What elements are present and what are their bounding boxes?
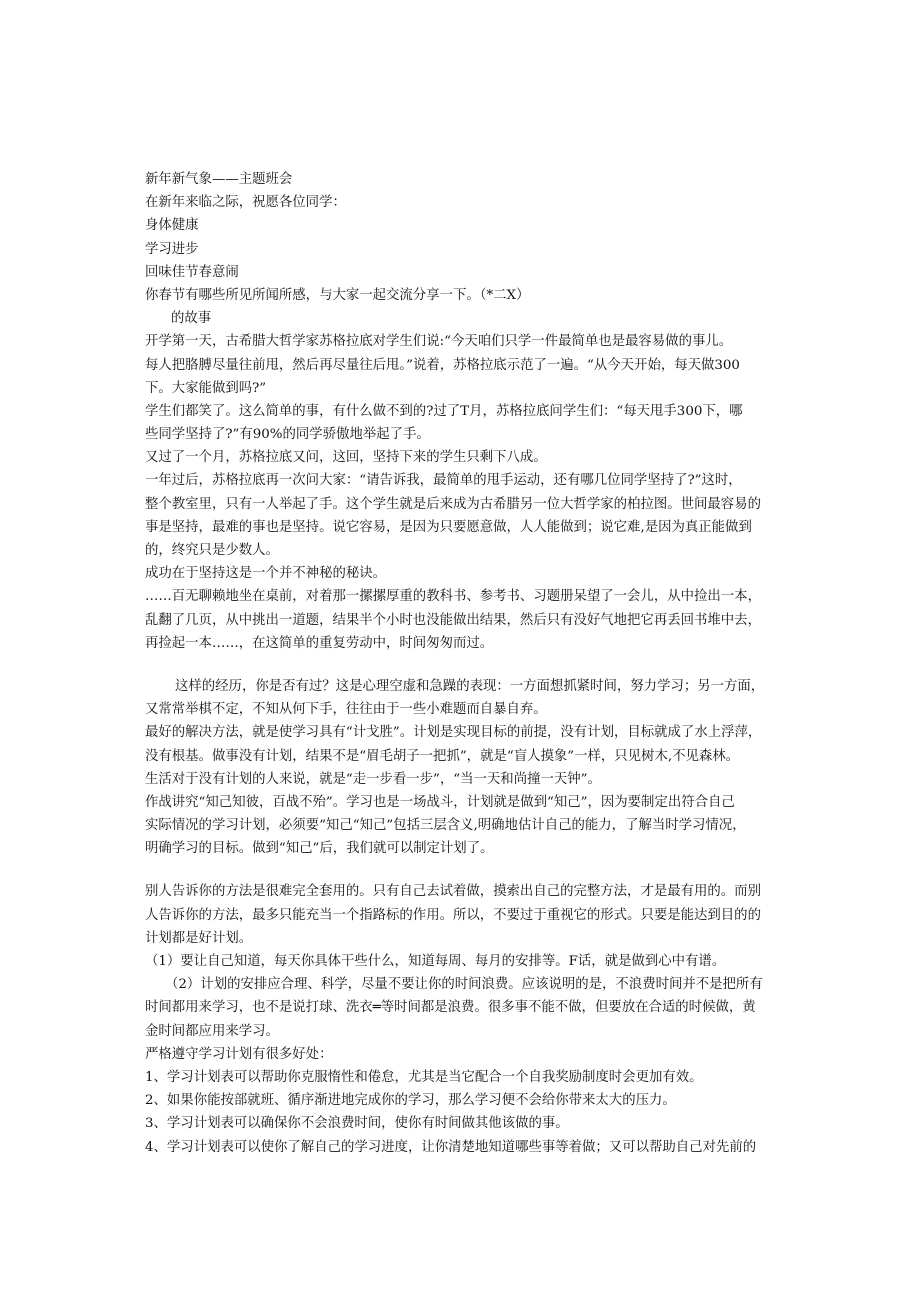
text-line: 事是坚持，最难的事也是坚持。说它容易，是因为只要愿意做，人人能做到；说它难,是因为真正能做到 <box>145 519 752 535</box>
text-line: 明确学习的目标。做到“知己”后，我们就可以制定计划了。 <box>145 841 494 857</box>
text-line: 再捡起一本……，在这简单的重复劳动中，时间匆匆而过。 <box>145 635 494 651</box>
text-line: 在新年来临之际，祝愿各位同学： <box>145 195 346 211</box>
text-line: 最好的解决方法，就是使学习具有“计戈胜”。计划是实现目标的前提，没有计划，目标就成了水上浮萍， <box>145 725 762 741</box>
paragraph-gap <box>145 655 785 675</box>
text-line: 又过了一个月，苏格拉底又问，这回，坚持下来的学生只剩下八成。 <box>145 450 547 466</box>
text-line: 没有根基。做事没有计划，结果不是“眉毛胡子一把抓”，就是“盲人摸象”一样，只见树木,不见森林。 <box>145 748 740 764</box>
text-line: 开学第一天，古希腊大哲学家苏格拉底对学生们说:“今天咱们只学一件最简单也是最容易做的事儿。 <box>145 334 733 350</box>
text-line: 成功在于坚持这是一个并不神秘的秘诀。 <box>145 566 387 582</box>
text-line: 严格遵守学习计划有很多好处： <box>145 1046 333 1062</box>
text-line: 学习进步 <box>145 241 199 257</box>
text-line: 的故事 <box>171 311 212 327</box>
text-line: 金时间都应用来学习。 <box>145 1023 279 1039</box>
text-line: 每人把胳膊尽量往前甩，然后再尽量往后甩。”说着，苏格拉底示范了一遍。“从今天开始，每天做300 <box>145 357 740 373</box>
text-line: 作战讲究“知己知彼，百战不殆”。学习也是一场战斗，计划就是做到“知己”，因为要制定出符合自己 <box>145 794 735 810</box>
text-line: 一年过后，苏格拉底再一次问大家：“请告诉我，最简单的甩手运动，还有哪几位同学坚持了?”这时， <box>145 473 742 489</box>
text-line: 学生们都笑了。这么简单的事，有什么做不到的?过了T月，苏格拉底问学生们：“每天甩手300下，哪 <box>145 403 743 419</box>
text-line: 你春节有哪些所见所闻所感，与大家一起交流分享一下。（*二X） <box>145 287 530 303</box>
text-line: 人告诉你的方法，最多只能充当一个指路标的作用。所以，不要过于重视它的形式。只要是能达到目的的 <box>145 907 761 923</box>
text-line: 回味佳节春意闹 <box>145 264 239 280</box>
text-line: 4、学习计划表可以使你了解自己的学习进度，让你清楚地知道哪些事等着做；又可以帮助自己对先前的 <box>145 1139 757 1155</box>
text-line: 下。大家能做到吗?” <box>145 380 267 396</box>
text-line: 这样的经历，你是否有过？这是心理空虚和急躁的表现：一方面想抓紧时间，努力学习；另一方面， <box>175 678 765 694</box>
text-line: 乱翻了几页，从中挑出一道题，结果半个小时也没能做出结果，然后只有没好气地把它再丢回书堆中去， <box>145 612 761 628</box>
text-line: （1）要让自己知道，每天你具体干些什么，知道每周、每月的安排等。F话，就是做到心中有谱。 <box>145 954 726 969</box>
text-line: 生活对于没有计划的人来说，就是“走一步看一步”，“当一天和尚撞一天钟”。 <box>145 771 601 787</box>
text-line: 1、学习计划表可以帮助你克服惰性和倦怠，尤其是当它配合一个自我奖励制度时会更加有效。 <box>145 1069 703 1085</box>
text-line: 3、学习计划表可以确保你不会浪费时间，使你有时间做其他该做的事。 <box>145 1116 569 1132</box>
text-line: 实际情况的学习计划，必须要“知己“知己”包括三层含义,明确地估计自己的能力，了解当时学习情况， <box>145 818 746 834</box>
text-line: 的，终究只是少数人。 <box>145 543 279 558</box>
text-line: 时间都用来学习，也不是说打球、洗衣═等时间都是浪费。很多事不能不做，但要放在合适的时候做，黄 <box>145 1000 756 1016</box>
text-line: 身体健康 <box>145 218 199 234</box>
text-line: 2、如果你能按部就班、循序渐进地完成你的学习，那么学习便不会给你带来太大的压力。 <box>145 1093 676 1109</box>
text-line: （2）计划的安排应合理、科学，尽量不要让你的时间浪费。应该说明的是，不浪费时间并不是把所有 <box>165 977 763 993</box>
paragraph-gap <box>145 860 785 880</box>
text-line: 又常常举棋不定，不知从何下手，往往由于一些小难题而自暴自弃。 <box>145 702 547 718</box>
text-line: 计划都是好计划。 <box>145 930 253 946</box>
document-body <box>145 168 785 1159</box>
text-line: 别人告诉你的方法是很难完全套用的。只有自己去试着做，摸索出自己的完整方法，才是最有用的。而别 <box>145 884 761 900</box>
text-line: 整个教室里，只有一人举起了手。这个学生就是后来成为古希腊另一位大哲学家的柏拉图。世间最容易的 <box>145 496 761 512</box>
text-line: ……百无聊赖地坐在桌前，对着那一摞摞厚重的教科书、参考书、习题册呆望了一会儿，从中捡出一本， <box>145 589 761 605</box>
text-line: 些同学坚持了?”有90%的同学骄傲地举起了手。 <box>145 427 430 443</box>
document-title: 新年新气象——主题班会 <box>145 172 293 187</box>
